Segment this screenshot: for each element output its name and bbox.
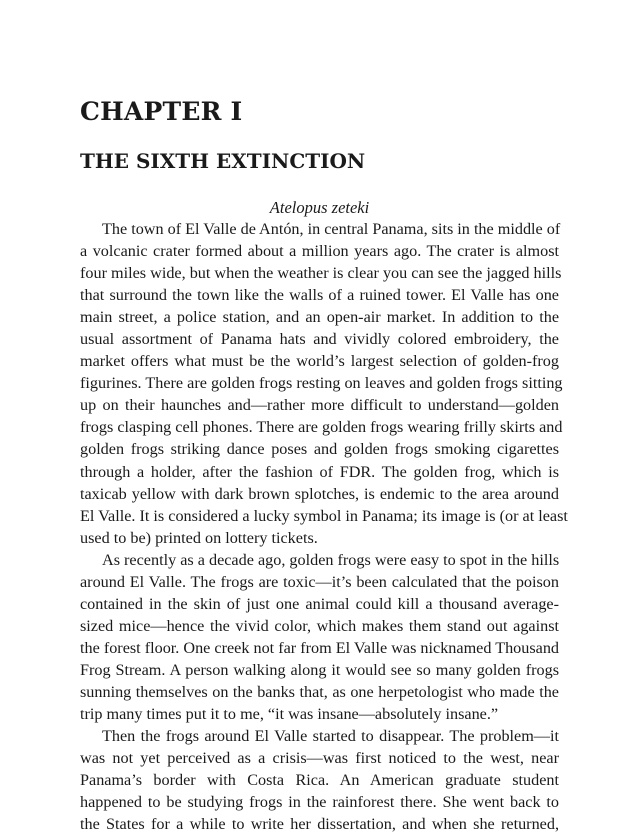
text-line: market offers what must be the world’s largest selection of golden-frog xyxy=(80,352,559,371)
text-line: usual assortment of Panama hats and vividly colored embroidery, the xyxy=(80,330,559,349)
text-line: the States for a while to write her dissertation, and when she returned, xyxy=(80,815,559,834)
text-line: main street, a police station, and an open-air market. In addition to the xyxy=(80,308,559,327)
text-line: used to be) printed on lottery tickets. xyxy=(80,528,318,547)
text-line: contained in the skin of just one animal could kill a thousand average- xyxy=(80,594,559,613)
text-line: around El Valle. The frogs are toxic—it’s been calculated that the poison xyxy=(80,572,559,591)
text-line: the forest floor. One creek not far from El Valle was nicknamed Thousand xyxy=(80,638,560,657)
text-line: four miles wide, but when the weather is clear you can see the jagged hills xyxy=(80,264,562,283)
chapter-title: THE SIXTH EXTINCTION xyxy=(80,149,366,173)
chapter-number: CHAPTER I xyxy=(80,97,243,126)
text-line: figurines. There are golden frogs resting on leaves and golden frogs sitting xyxy=(80,374,563,393)
text-line: Then the frogs around El Valle started to disappear. The problem—it xyxy=(102,727,559,746)
text-line: trip many times put it to me, “it was insane—absolutely insane.” xyxy=(80,705,499,724)
text-line: up on their haunches and—rather more difficult to understand—golden xyxy=(80,396,559,415)
text-line: through a holder, after the fashion of FDR. The golden frog, which is xyxy=(80,462,559,481)
text-line: that surround the town like the walls of a ruined tower. El Valle has one xyxy=(80,286,559,305)
text-line: sunning themselves on the banks that, as one herpetologist who made the xyxy=(80,682,559,701)
text-line: Panama’s border with Costa Rica. An American graduate student xyxy=(80,771,559,790)
text-line: golden frogs striking dance poses and golden frogs smoking cigarettes xyxy=(80,440,559,459)
text-line: As recently as a decade ago, golden frogs were easy to spot in the hills xyxy=(102,550,560,569)
text-line: taxicab yellow with dark brown splotches, is endemic to the area around xyxy=(80,484,559,503)
text-line: sized mice—hence the vivid color, which makes them stand out against xyxy=(80,616,559,635)
text-line: happened to be studying frogs in the rainforest there. She went back to xyxy=(80,793,559,812)
text-line: The town of El Valle de Antón, in central Panama, sits in the middle of xyxy=(102,220,561,238)
body-text xyxy=(80,218,568,835)
book-page xyxy=(80,0,568,834)
text-line: El Valle. It is considered a lucky symbol in Panama; its image is (or at least xyxy=(80,506,568,525)
text-line: frogs clasping cell phones. There are golden frogs wearing frilly skirts and xyxy=(80,418,563,437)
text-line: a volcanic crater formed about a million years ago. The crater is almost xyxy=(80,242,559,261)
epigraph: Atelopus zeteki xyxy=(269,198,370,217)
text-line: was not yet perceived as a crisis—was first noticed to the west, near xyxy=(80,749,559,768)
text-line: Frog Stream. A person walking along it would see so many golden frogs xyxy=(80,660,559,679)
